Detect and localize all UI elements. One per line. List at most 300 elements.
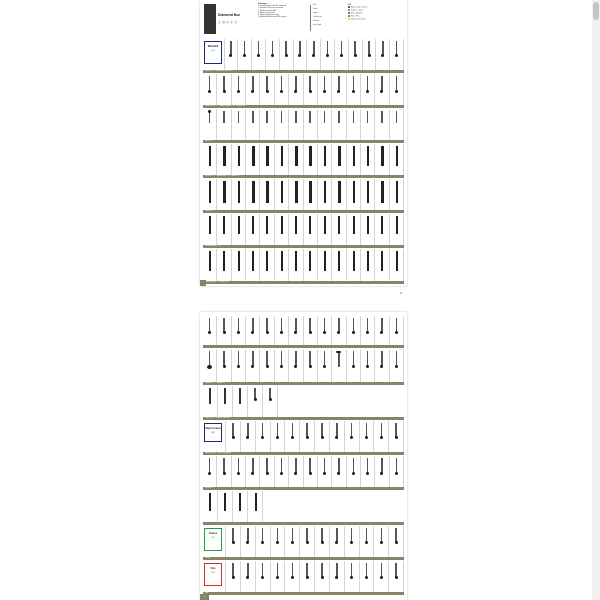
bur-head-icon [380, 576, 383, 579]
bur-head-icon [380, 472, 383, 475]
bur-cell [275, 179, 289, 210]
bur-cell [238, 39, 252, 70]
grade-cell [203, 561, 226, 592]
bur-shank [338, 111, 340, 123]
grit-dot-icon [348, 12, 350, 14]
bur-cell [289, 214, 303, 245]
product-cells [203, 491, 404, 522]
bur-head-icon [280, 90, 283, 93]
bur-cell [289, 349, 303, 382]
bur-shank [244, 41, 246, 55]
bur-shank [381, 111, 383, 123]
bur-shank [281, 251, 283, 271]
shape-strip [203, 452, 404, 455]
bur-cell [361, 179, 375, 210]
shape-label: Flame / FO [220, 282, 229, 283]
bur-head-icon [246, 436, 249, 439]
shape-label: Round-end Taper / TR [205, 246, 221, 247]
bur-head-icon [366, 90, 369, 93]
bur-head-icon [229, 54, 232, 57]
bur-cell [271, 561, 286, 592]
bur-head-icon [309, 472, 312, 475]
bur-head-icon [208, 472, 211, 475]
bur-cell [390, 179, 404, 210]
shape-label: Pear / SI [205, 141, 212, 142]
bur-shank [281, 318, 283, 332]
bur-head-icon [380, 541, 383, 544]
bur-cell [260, 249, 274, 281]
shape-label: Depth Marking [205, 453, 216, 454]
bur-cell [349, 39, 363, 70]
bur-cell [289, 456, 303, 487]
bur-cell [347, 109, 361, 140]
product-cells [203, 386, 404, 417]
grit-dot-icon [348, 6, 350, 8]
bur-head-icon [298, 54, 301, 57]
bur-shank [223, 216, 225, 234]
bur-shank [381, 423, 383, 437]
bur-shank [381, 146, 384, 166]
bur-shank [252, 251, 254, 271]
bur-shank [223, 181, 226, 203]
bur-head-icon [306, 576, 309, 579]
bur-cell [375, 316, 389, 345]
bur-head-icon [395, 90, 398, 93]
bur-head-icon [257, 54, 260, 57]
bur-head-icon [323, 90, 326, 93]
bur-cell [332, 214, 346, 245]
bur-head-icon [366, 472, 369, 475]
grade-label-coarse: Coarse 粗砂 [204, 528, 222, 551]
bur-cell [241, 561, 256, 592]
bur-cell [217, 179, 231, 210]
bur-shank [238, 146, 241, 166]
bur-shank [396, 146, 399, 166]
bur-cell [260, 456, 274, 487]
bur-cell [260, 179, 274, 210]
bur-shank [366, 423, 368, 437]
advantage-item: 3. Durable and bearable [258, 9, 277, 12]
bur-cell [289, 144, 303, 175]
bur-cell [252, 39, 266, 70]
shape-label: Straight Cylinder / SF [219, 106, 235, 107]
bur-shank [239, 388, 241, 404]
bur-head-icon [207, 365, 212, 369]
bur-shank [209, 146, 212, 166]
product-row [203, 144, 404, 179]
bur-shank [367, 251, 369, 271]
bur-cell [347, 74, 361, 105]
bur-cell [347, 316, 361, 345]
bur-cell [345, 526, 360, 557]
bur-head-icon [380, 365, 383, 368]
bur-shank [281, 216, 283, 234]
bur-cell [203, 144, 217, 175]
bur-head-icon [251, 365, 254, 368]
bur-cell [263, 386, 278, 417]
bur-shank [266, 181, 269, 203]
bur-shank [395, 563, 397, 577]
shape-label: Inverted Cone / IC [205, 282, 218, 283]
bur-head-icon [280, 472, 283, 475]
bur-cell [390, 39, 404, 70]
bur-cell [361, 349, 375, 382]
bur-cell [360, 561, 375, 592]
bur-cell [232, 456, 246, 487]
bur-head-icon [380, 436, 383, 439]
bur-cell [232, 74, 246, 105]
shape-strip [203, 522, 404, 525]
bur-cell [203, 249, 217, 281]
diagram-label: Length [313, 13, 318, 14]
bur-cell [304, 179, 318, 210]
bur-cell [332, 249, 346, 281]
shape-label: Round / TR [205, 488, 214, 489]
bur-cell [260, 109, 274, 140]
bur-head-icon [266, 365, 269, 368]
bur-cell [347, 249, 361, 281]
bur-shank [351, 563, 353, 577]
bur-cell [285, 526, 300, 557]
bur-shank [277, 563, 279, 577]
bur-head-icon [395, 331, 398, 334]
bur-head-icon [208, 110, 211, 113]
shape-strip [203, 245, 404, 248]
bur-head-icon [365, 541, 368, 544]
bur-cell [330, 526, 345, 557]
bur-head-icon [294, 90, 297, 93]
bur-head-icon [269, 398, 272, 401]
advantage-item: 5. Helps cutting more easily [258, 14, 279, 17]
bur-shank [223, 318, 225, 332]
brand-logo [204, 4, 216, 34]
page-footer-tab: 4 [200, 594, 209, 600]
bur-shank [338, 351, 340, 367]
product-grid [203, 39, 404, 285]
product-grid [203, 316, 404, 596]
bur-cell [203, 316, 217, 345]
bur-cell [361, 456, 375, 487]
bur-shank [395, 528, 397, 542]
bur-cell [318, 349, 332, 382]
advantages-block [258, 3, 302, 18]
product-row [203, 109, 404, 144]
bur-shank [309, 181, 312, 203]
bur-cell [275, 316, 289, 345]
bur-cell [217, 316, 231, 345]
bur-head-icon [312, 54, 315, 57]
bur-cell [304, 144, 318, 175]
bur-cell [318, 74, 332, 105]
bur-head-icon [337, 90, 340, 93]
bur-shank [230, 41, 232, 55]
bur-shank [309, 216, 311, 234]
bur-head-icon [309, 365, 312, 368]
grade-cell [203, 421, 226, 452]
shape-label: Needle / TF [231, 176, 240, 177]
bur-head-icon [337, 331, 340, 334]
product-row [203, 179, 404, 214]
product-row [203, 39, 404, 74]
bur-shank [367, 216, 369, 234]
bur-shank [272, 41, 274, 55]
bur-cell [374, 421, 389, 452]
bur-cell [315, 421, 330, 452]
bur-shank [295, 181, 298, 203]
bur-cell [226, 526, 241, 557]
bur-cell [232, 109, 246, 140]
bur-cell [246, 179, 260, 210]
bur-head-icon [309, 90, 312, 93]
bur-shank [281, 111, 283, 123]
bur-shank [327, 41, 329, 55]
bur-shank [281, 181, 284, 203]
grade-label-standard: Standard 标 准 [204, 41, 222, 64]
bur-cell [246, 456, 260, 487]
shape-label: Round / TR [205, 71, 214, 72]
bur-cell [332, 144, 346, 175]
bur-shank [324, 318, 326, 332]
bur-shank [247, 563, 249, 577]
bur-head-icon [340, 54, 343, 57]
bur-head-icon [276, 541, 279, 544]
bur-shank [252, 111, 254, 123]
product-cells [203, 109, 404, 140]
bur-cell [246, 349, 260, 382]
bur-anatomy-diagram [308, 3, 338, 33]
bur-cell [289, 316, 303, 345]
grade-cell [203, 526, 226, 557]
bur-shank [266, 146, 269, 166]
bur-shank [209, 388, 211, 404]
product-cells [203, 349, 404, 382]
bur-cell [203, 74, 217, 105]
bur-cell [390, 316, 404, 345]
bur-cell [203, 386, 218, 417]
bur-head-icon [232, 436, 235, 439]
catalog-title: Diamond Bur [218, 13, 240, 17]
bur-shank [252, 146, 255, 166]
bur-cell [203, 349, 217, 382]
bur-cell [215, 386, 233, 419]
bur-cell [203, 491, 218, 522]
bur-cell [203, 179, 217, 210]
bur-shank [338, 216, 340, 234]
shape-label: Pointed / TR [205, 383, 214, 384]
bur-shank [209, 493, 211, 511]
bur-cell [321, 39, 335, 70]
bur-cell [332, 349, 346, 382]
product-row [203, 349, 404, 386]
bur-shank [324, 216, 326, 234]
bur-cell [304, 349, 318, 382]
shape-strip [203, 557, 404, 560]
vertical-scrollbar[interactable] [592, 0, 600, 600]
bur-head-icon [350, 541, 353, 544]
bur-cell [300, 561, 315, 592]
bur-head-icon [266, 331, 269, 334]
advantage-item: 1. Used by people with ISO standards [258, 5, 287, 8]
legend-label: Yellow = Extra Fine [351, 18, 366, 21]
bur-head-icon [285, 54, 288, 57]
bur-head-icon [350, 576, 353, 579]
bur-head-icon [291, 576, 294, 579]
bur-shank [396, 41, 398, 55]
bur-shank [281, 146, 284, 166]
bur-head-icon [208, 331, 211, 334]
bur-cell [347, 456, 361, 487]
bur-shank [353, 111, 355, 123]
bur-cell [266, 39, 280, 70]
bur-shank [381, 181, 384, 203]
bur-shank [306, 563, 308, 577]
bur-cell [203, 456, 217, 487]
bur-cell [246, 316, 260, 345]
bur-cell [217, 144, 231, 175]
bur-cell [225, 39, 239, 70]
bur-cell [260, 214, 274, 245]
bur-cell [217, 456, 231, 487]
bur-head-icon [352, 331, 355, 334]
bur-head-icon [237, 472, 240, 475]
bur-head-icon [352, 472, 355, 475]
advantage-item: 2. Smooth cut less tear of enamel [258, 7, 284, 10]
bur-cell [271, 526, 286, 557]
bur-head-icon [352, 365, 355, 368]
bur-shank [353, 318, 355, 332]
bur-head-icon [232, 541, 235, 544]
grit-dot-icon [348, 18, 350, 20]
bur-shank [238, 181, 241, 203]
diagram-label: Head length [313, 25, 322, 26]
bur-head-icon [335, 541, 338, 544]
bur-cell [246, 109, 260, 140]
bur-head-icon [321, 541, 324, 544]
bur-shank [324, 111, 326, 123]
bur-head-icon [280, 365, 283, 368]
bur-head-icon [395, 576, 398, 579]
shape-strip [203, 382, 404, 385]
shape-strip [203, 140, 404, 143]
bur-cell [332, 179, 346, 210]
product-cells [203, 421, 404, 452]
bur-shank [368, 41, 370, 55]
bur-head-icon [223, 331, 226, 334]
bur-shank [324, 146, 327, 166]
bur-shank [351, 423, 353, 437]
bur-diagram-shaft [310, 5, 311, 31]
diagram-label: Cutting head [313, 17, 322, 18]
bur-shank [209, 216, 211, 234]
shape-label: Round with Collar / BC [215, 71, 232, 72]
bur-shank [381, 216, 383, 234]
bur-shank [277, 528, 279, 542]
bur-cell [233, 386, 248, 417]
bur-shank [306, 423, 308, 437]
bur-shank [381, 528, 383, 542]
bur-shank [309, 318, 311, 332]
bur-cell [232, 214, 246, 245]
product-cells [203, 214, 404, 245]
scrollbar-thumb[interactable] [593, 2, 599, 20]
bur-cell [218, 491, 233, 522]
bur-head-icon [251, 472, 254, 475]
bur-shank [354, 41, 356, 55]
bur-cell [203, 109, 217, 140]
bur-shank [295, 216, 297, 234]
bur-head-icon [321, 436, 324, 439]
bur-head-icon [237, 90, 240, 93]
bur-head-icon [368, 54, 371, 57]
bur-cell [318, 179, 332, 210]
bur-shank [232, 563, 234, 577]
shape-strip [203, 70, 404, 73]
bur-head-icon [354, 54, 357, 57]
product-row [203, 421, 404, 456]
product-cells [203, 249, 404, 281]
bur-head-icon [243, 54, 246, 57]
bur-cell [375, 144, 389, 175]
shape-strip [203, 105, 404, 108]
bur-cell [304, 249, 318, 281]
bur-shank [209, 318, 211, 332]
bur-cell [361, 109, 375, 140]
bur-cell [232, 316, 246, 345]
bur-shank [224, 388, 226, 404]
bur-cell [361, 316, 375, 345]
bur-cell [318, 214, 332, 245]
bur-cell [217, 349, 231, 382]
bur-cell [335, 39, 349, 70]
bur-shank [262, 563, 264, 577]
bur-cell [217, 214, 231, 245]
bur-cell [375, 249, 389, 281]
bur-cell [390, 74, 404, 105]
page-number: 3 [400, 291, 402, 295]
shape-strip [203, 345, 404, 348]
bur-cell [260, 74, 274, 105]
bur-head-icon [266, 472, 269, 475]
legend-label: Blue = Medium [351, 12, 363, 15]
bur-cell [361, 249, 375, 281]
bur-cell [390, 214, 404, 245]
shape-label: Flat-end Cone / TC [215, 176, 230, 177]
bur-shank [262, 528, 264, 542]
shape-label: Wheel / WR [205, 418, 214, 419]
bur-cell [289, 74, 303, 105]
bur-cell [289, 179, 303, 210]
bur-shank [266, 111, 268, 123]
shape-label: Tapered / TF [205, 176, 215, 177]
shape-label: Coarse [205, 558, 211, 559]
shape-label: Inverted Cone / IC [205, 106, 218, 107]
bur-cell [318, 109, 332, 140]
bur-shank [338, 181, 341, 203]
catalog-subtitle: 金 钢 砂 车 针 [218, 21, 238, 24]
bur-head-icon [323, 472, 326, 475]
bur-cell [217, 74, 231, 105]
bur-cell [390, 349, 404, 382]
bur-shank [309, 111, 311, 123]
bur-head-icon [306, 436, 309, 439]
bur-head-icon [395, 54, 398, 57]
bur-cell [233, 491, 248, 522]
bur-cell [294, 39, 308, 70]
bur-shank [336, 563, 338, 577]
bur-head-icon [395, 541, 398, 544]
bur-cell [241, 526, 256, 557]
bur-shank [266, 318, 268, 332]
